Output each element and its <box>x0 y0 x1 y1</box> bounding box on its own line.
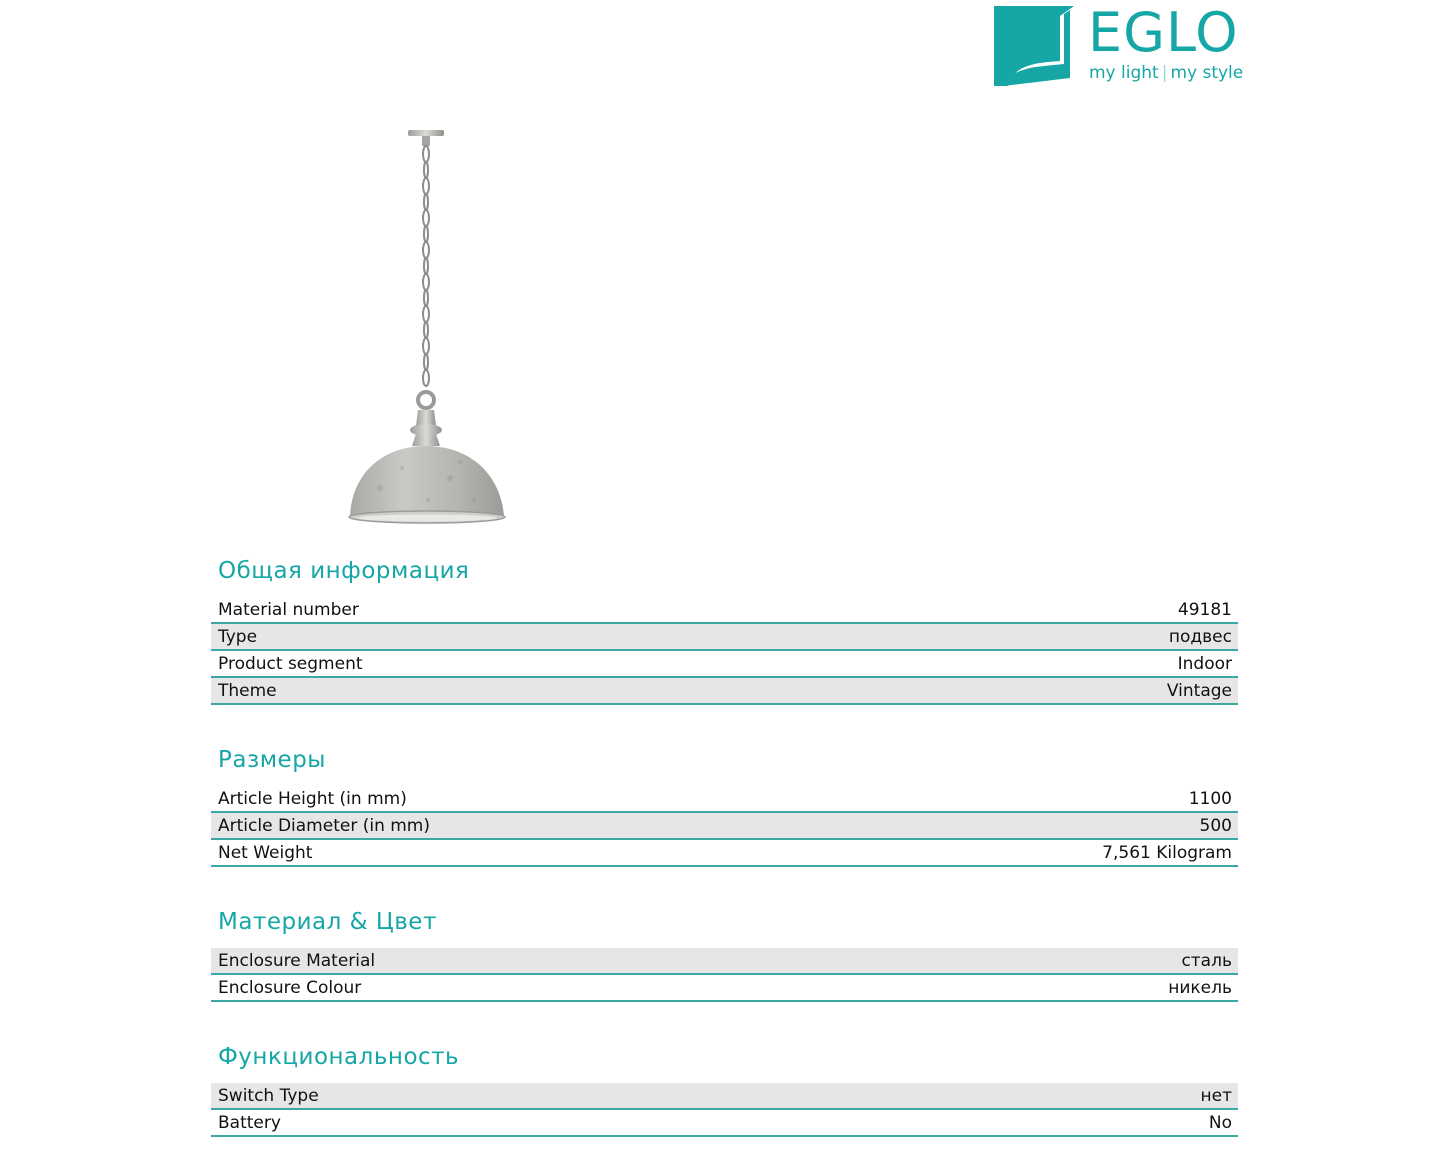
spec-value: сталь <box>1181 950 1232 971</box>
eglo-logo-mark-icon <box>992 4 1082 88</box>
brand-logo <box>992 1 1244 88</box>
spec-row <box>211 813 1238 840</box>
brand-tagline <box>1089 62 1243 84</box>
spec-table <box>211 597 1238 705</box>
spec-row <box>211 1110 1238 1137</box>
section-dimensions <box>211 745 1238 867</box>
product-image <box>340 128 520 528</box>
section-title: Размеры <box>218 747 326 773</box>
spec-row <box>211 975 1238 1002</box>
tagline-right: my style <box>1170 63 1244 83</box>
spec-value: 7,561 Kilogram <box>1102 842 1232 863</box>
section-general-info <box>211 556 1238 705</box>
section-functionality <box>211 1042 1238 1137</box>
spec-table <box>211 948 1238 1002</box>
spec-label: Enclosure Colour <box>218 977 362 998</box>
spec-row <box>211 1083 1238 1110</box>
section-title: Функциональность <box>218 1044 460 1070</box>
spec-value: нет <box>1200 1085 1232 1106</box>
spec-label: Enclosure Material <box>218 950 376 971</box>
spec-label: Net Weight <box>218 842 313 863</box>
tagline-separator: | <box>1161 63 1168 83</box>
brand-name: EGLO <box>1088 1 1239 64</box>
spec-value: 500 <box>1199 815 1232 836</box>
spec-value: подвес <box>1168 626 1232 647</box>
spec-row <box>211 624 1238 651</box>
spec-row <box>211 786 1238 813</box>
spec-row <box>211 840 1238 867</box>
spec-table <box>211 786 1238 867</box>
section-title: Общая информация <box>218 558 470 584</box>
spec-label: Material number <box>218 599 359 620</box>
spec-label: Article Diameter (in mm) <box>218 815 430 836</box>
pendant-lamp-icon <box>340 128 520 528</box>
section-title: Материал & Цвет <box>218 909 437 935</box>
spec-value: Indoor <box>1177 653 1232 674</box>
spec-label: Switch Type <box>218 1085 319 1106</box>
spec-label: Article Height (in mm) <box>218 788 407 809</box>
spec-label: Product segment <box>218 653 363 674</box>
spec-value: никель <box>1168 977 1232 998</box>
spec-row <box>211 678 1238 705</box>
spec-row <box>211 651 1238 678</box>
spec-label: Battery <box>218 1112 281 1133</box>
spec-value: 49181 <box>1177 599 1232 620</box>
spec-value: No <box>1208 1112 1232 1133</box>
section-material-colour <box>211 907 1238 1002</box>
spec-row <box>211 948 1238 975</box>
spec-label: Type <box>218 626 258 647</box>
spec-table <box>211 1083 1238 1137</box>
spec-row <box>211 597 1238 624</box>
tagline-left: my light <box>1089 63 1159 83</box>
spec-value: 1100 <box>1188 788 1232 809</box>
spec-value: Vintage <box>1166 680 1232 701</box>
spec-label: Theme <box>218 680 277 701</box>
